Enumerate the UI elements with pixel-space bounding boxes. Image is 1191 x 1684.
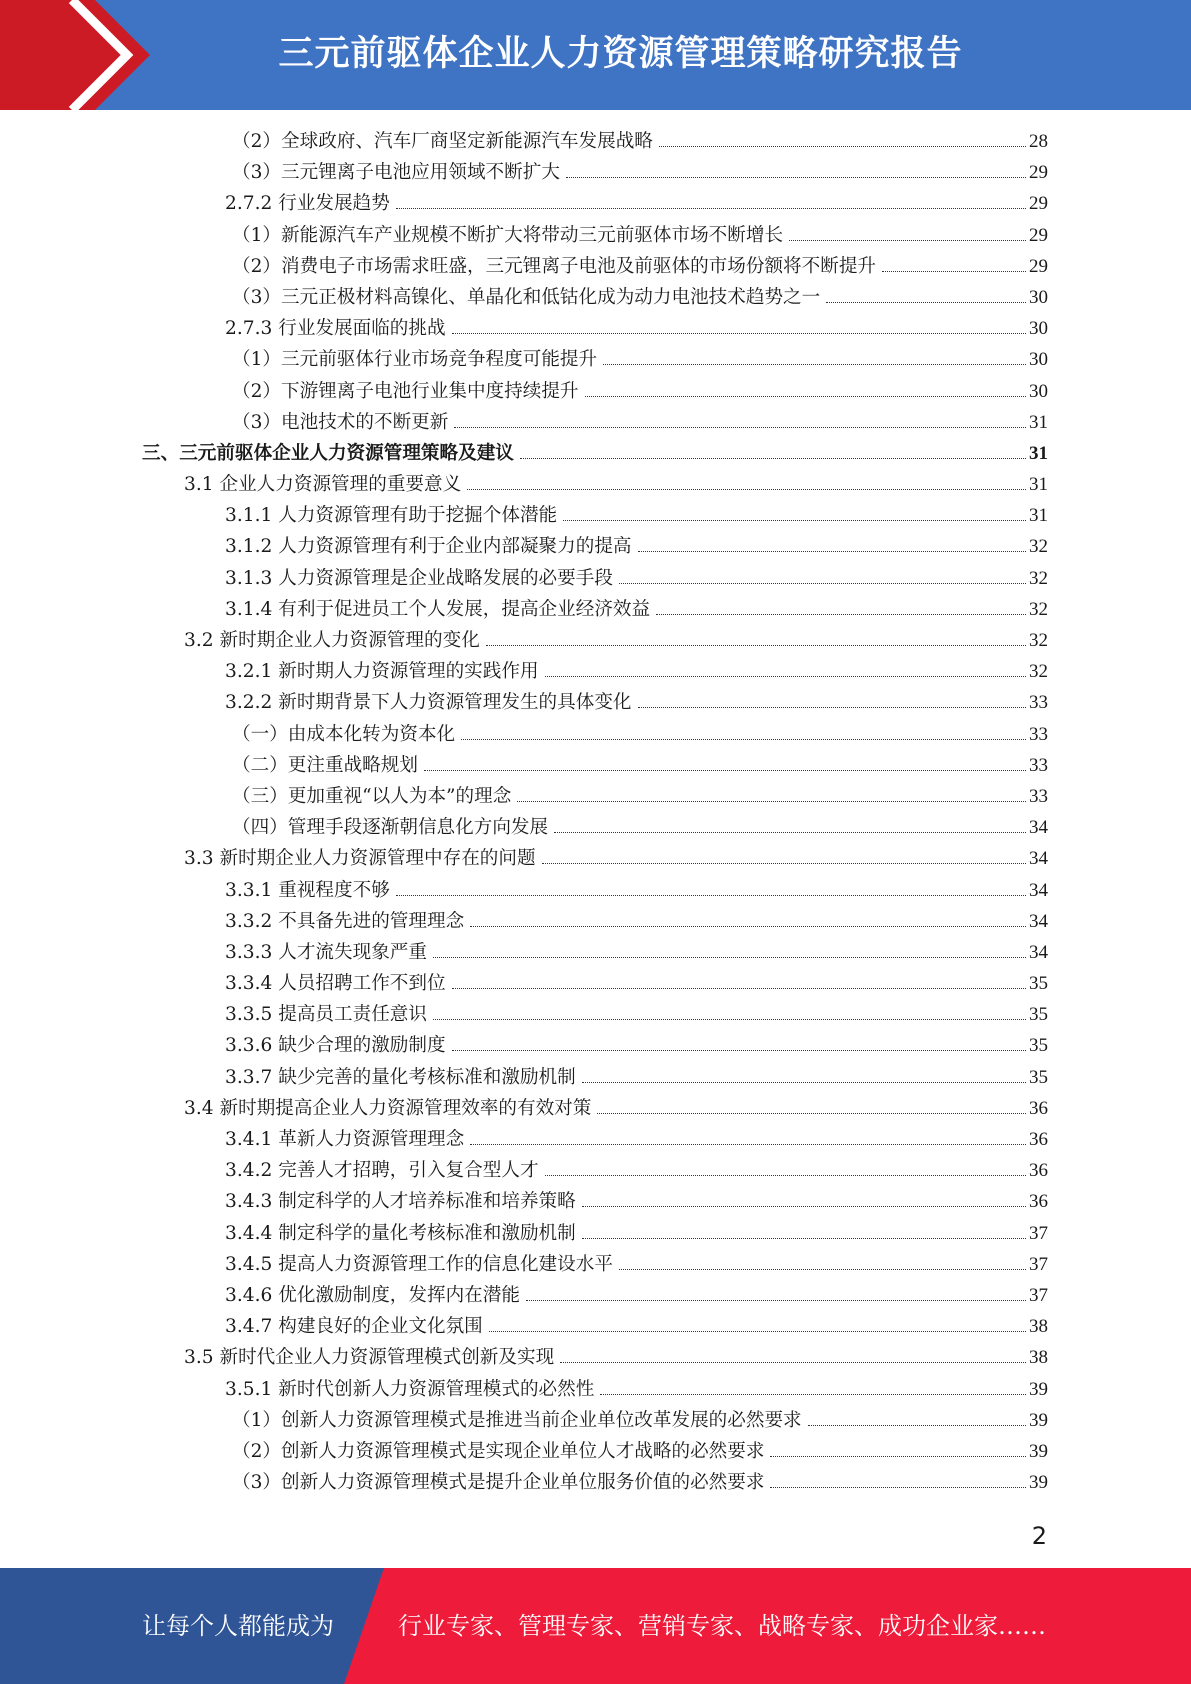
toc-entry-page: 31 (1029, 474, 1048, 496)
toc-dot-leader (470, 1144, 1026, 1145)
toc-entry-title: 3.4.3 制定科学的人才培养标准和培养策略 (225, 1191, 576, 1213)
toc-dot-leader (770, 1487, 1026, 1488)
toc-entry-title: （2）下游锂离子电池行业集中度持续提升 (232, 380, 579, 402)
toc-entry-page: 36 (1029, 1160, 1048, 1182)
toc-entry-title: 3.3.4 人员招聘工作不到位 (225, 973, 446, 995)
toc-dot-leader (619, 1269, 1026, 1270)
toc-entry[interactable] (142, 626, 1048, 657)
toc-entry-title: 3.2.1 新时期人力资源管理的实践作用 (225, 661, 539, 683)
toc-entry[interactable] (142, 1125, 1048, 1156)
toc-dot-leader (619, 583, 1026, 584)
toc-dot-leader (470, 926, 1026, 927)
toc-entry-title: 3.5.1 新时代创新人力资源管理模式的必然性 (225, 1378, 595, 1400)
toc-entry-page: 30 (1029, 349, 1048, 371)
toc-entry-title: 3.5 新时代企业人力资源管理模式创新及实现 (184, 1347, 555, 1369)
toc-entry-title: （一）由成本化转为资本化 (232, 723, 456, 745)
toc-dot-leader (582, 1206, 1026, 1207)
toc-dot-leader (545, 1175, 1026, 1176)
toc-entry-page: 30 (1029, 318, 1048, 340)
toc-dot-leader (582, 1238, 1026, 1239)
toc-dot-leader (789, 240, 1026, 241)
toc-entry-page: 29 (1029, 162, 1048, 184)
toc-entry[interactable] (142, 813, 1048, 844)
toc-entry[interactable] (142, 189, 1048, 220)
toc-dot-leader (452, 333, 1026, 334)
toc-entry[interactable] (142, 564, 1048, 595)
toc-dot-leader (467, 489, 1026, 490)
toc-dot-leader (396, 208, 1026, 209)
toc-entry[interactable] (142, 1156, 1048, 1187)
toc-entry-title: 3.3 新时期企业人力资源管理中存在的问题 (184, 848, 536, 870)
toc-entry[interactable] (142, 1063, 1048, 1094)
toc-entry[interactable] (142, 1343, 1048, 1374)
toc-entry[interactable] (142, 1219, 1048, 1250)
toc-dot-leader (882, 271, 1026, 272)
toc-entry[interactable] (142, 657, 1048, 688)
toc-entry-title: 3.3.6 缺少合理的激励制度 (225, 1035, 446, 1057)
toc-dot-leader (566, 177, 1026, 178)
toc-entry[interactable] (142, 1281, 1048, 1312)
toc-dot-leader (554, 832, 1026, 833)
toc-dot-leader (603, 364, 1026, 365)
toc-entry-page: 30 (1029, 286, 1048, 308)
toc-dot-leader (560, 1362, 1026, 1363)
toc-entry[interactable] (142, 1312, 1048, 1343)
toc-entry-page: 29 (1029, 224, 1048, 246)
toc-dot-leader (520, 458, 1026, 459)
report-title: 三元前驱体企业人力资源管理策略研究报告 (278, 34, 963, 74)
toc-entry-title: 2.7.3 行业发展面临的挑战 (225, 318, 446, 340)
toc-entry-page: 35 (1029, 973, 1048, 995)
toc-entry-title: 3.3.3 人才流失现象严重 (225, 941, 427, 963)
toc-entry-title: （2）全球政府、汽车厂商坚定新能源汽车发展战略 (232, 131, 653, 152)
toc-entry-title: 3.4.4 制定科学的量化考核标准和激励机制 (225, 1222, 576, 1244)
toc-entry-page: 38 (1029, 1347, 1048, 1369)
toc-dot-leader (526, 1300, 1026, 1301)
toc-dot-leader (808, 1425, 1026, 1426)
toc-entry-page: 37 (1029, 1253, 1048, 1275)
toc-entry-page: 28 (1029, 131, 1048, 152)
toc-entry[interactable] (142, 1250, 1048, 1281)
toc-entry[interactable] (142, 1094, 1048, 1125)
toc-entry[interactable] (142, 439, 1048, 470)
toc-entry-title: 3.4.6 优化激励制度，发挥内在潜能 (225, 1284, 520, 1306)
toc-dot-leader (656, 614, 1026, 615)
toc-entry[interactable] (142, 1406, 1048, 1437)
toc-entry-title: 三、三元前驱体企业人力资源管理策略及建议 (142, 442, 514, 464)
toc-entry-page: 30 (1029, 380, 1048, 402)
toc-entry-title: （3）三元正极材料高镍化、单晶化和低钴化成为动力电池技术趋势之一 (232, 286, 821, 308)
footer-slogan-roles: 行业专家、管理专家、营销专家、战略专家、成功企业家…… (398, 1612, 1046, 1640)
toc-entry-page: 33 (1029, 723, 1048, 745)
toc-dot-leader (638, 551, 1026, 552)
toc-entry[interactable] (142, 252, 1048, 283)
toc-entry[interactable] (142, 595, 1048, 626)
toc-entry-page: 39 (1029, 1472, 1048, 1494)
toc-entry-page: 34 (1029, 817, 1048, 839)
toc-dot-leader (454, 427, 1026, 428)
toc-dot-leader (638, 707, 1026, 708)
toc-entry-title: （二）更注重战略规划 (232, 754, 418, 776)
toc-dot-leader (452, 1050, 1026, 1051)
toc-entry-title: （1）创新人力资源管理模式是推进当前企业单位改革发展的必然要求 (232, 1409, 802, 1431)
toc-dot-leader (826, 302, 1026, 303)
toc-entry-title: 3.1 企业人力资源管理的重要意义 (184, 474, 462, 496)
toc-entry[interactable] (142, 1437, 1048, 1468)
toc-entry-title: 3.1.2 人力资源管理有利于企业内部凝聚力的提高 (225, 536, 632, 558)
toc-entry[interactable] (142, 408, 1048, 439)
page-footer (0, 1568, 1191, 1684)
toc-entry[interactable] (142, 938, 1048, 969)
toc-entry-page: 32 (1029, 598, 1048, 620)
toc-dot-leader (770, 1456, 1026, 1457)
toc-dot-leader (659, 146, 1026, 147)
toc-entry-title: 3.4.5 提高人力资源管理工作的信息化建设水平 (225, 1253, 613, 1275)
toc-entry-page: 31 (1029, 505, 1048, 527)
toc-entry[interactable] (142, 907, 1048, 938)
toc-entry-page: 36 (1029, 1097, 1048, 1119)
toc-entry[interactable] (142, 844, 1048, 875)
toc-entry-title: 3.3.5 提高员工责任意识 (225, 1004, 427, 1026)
toc-entry-title: 3.3.7 缺少完善的量化考核标准和激励机制 (225, 1066, 576, 1088)
toc-entry-page: 29 (1029, 193, 1048, 215)
toc-entry-title: （3）三元锂离子电池应用领域不断扩大 (232, 162, 560, 184)
toc-dot-leader (563, 520, 1026, 521)
toc-dot-leader (433, 1019, 1026, 1020)
toc-dot-leader (452, 988, 1026, 989)
toc-entry-page: 31 (1029, 442, 1048, 464)
toc-entry[interactable] (142, 314, 1048, 345)
toc-dot-leader (585, 396, 1026, 397)
toc-entry-page: 32 (1029, 567, 1048, 589)
toc-dot-leader (396, 895, 1026, 896)
toc-entry-title: 3.2 新时期企业人力资源管理的变化 (184, 630, 480, 651)
toc-entry[interactable] (142, 158, 1048, 189)
toc-entry[interactable] (142, 1031, 1048, 1062)
toc-entry-title: （1）三元前驱体行业市场竞争程度可能提升 (232, 349, 598, 371)
toc-entry-page: 35 (1029, 1004, 1048, 1026)
toc-entry-page: 34 (1029, 879, 1048, 901)
toc-dot-leader (433, 957, 1026, 958)
toc-entry-title: （1）新能源汽车产业规模不断扩大将带动三元前驱体市场不断增长 (232, 224, 784, 246)
toc-entry-title: 3.1.4 有利于促进员工个人发展，提高企业经济效益 (225, 598, 651, 620)
toc-entry-page: 35 (1029, 1035, 1048, 1057)
toc-entry-title: （3）创新人力资源管理模式是提升企业单位服务价值的必然要求 (232, 1472, 765, 1494)
toc-entry-title: 3.2.2 新时期背景下人力资源管理发生的具体变化 (225, 692, 632, 714)
toc-entry-page: 34 (1029, 848, 1048, 870)
toc-entry-page: 31 (1029, 411, 1048, 433)
toc-entry[interactable] (142, 1000, 1048, 1031)
toc-dot-leader (542, 863, 1026, 864)
toc-entry[interactable] (142, 501, 1048, 532)
toc-entry[interactable] (142, 782, 1048, 813)
toc-entry-page: 33 (1029, 785, 1048, 807)
toc-entry-page: 32 (1029, 661, 1048, 683)
toc-dot-leader (597, 1113, 1026, 1114)
toc-entry-title: （四）管理手段逐渐朝信息化方向发展 (232, 817, 549, 839)
toc-entry-title: （2）消费电子市场需求旺盛，三元锂离子电池及前驱体的市场份额将不断提升 (232, 255, 877, 277)
toc-entry[interactable] (142, 969, 1048, 1000)
page-number: 2 (1031, 1522, 1047, 1550)
toc-entry-page: 33 (1029, 754, 1048, 776)
toc-dot-leader (424, 770, 1026, 771)
toc-entry-page: 36 (1029, 1129, 1048, 1150)
toc-dot-leader (600, 1394, 1026, 1395)
toc-entry-title: 3.4.2 完善人才招聘，引入复合型人才 (225, 1160, 539, 1182)
toc-entry[interactable] (142, 876, 1048, 907)
toc-entry-title: （3）电池技术的不断更新 (232, 411, 449, 433)
toc-dot-leader (486, 645, 1026, 646)
toc-entry-title: 3.1.1 人力资源管理有助于挖掘个体潜能 (225, 505, 558, 527)
toc-entry-page: 37 (1029, 1222, 1048, 1244)
toc-entry-title: 2.7.2 行业发展趋势 (225, 193, 390, 215)
toc-entry-page: 39 (1029, 1378, 1048, 1400)
toc-dot-leader (582, 1082, 1026, 1083)
toc-entry-title: （2）创新人力资源管理模式是实现企业单位人才战略的必然要求 (232, 1440, 765, 1462)
toc-entry-page: 33 (1029, 692, 1048, 714)
toc-entry-page: 29 (1029, 255, 1048, 277)
toc-entry-page: 35 (1029, 1066, 1048, 1088)
toc-entry-page: 32 (1029, 536, 1048, 558)
toc-entry[interactable] (142, 532, 1048, 563)
table-of-contents (142, 127, 1048, 1499)
toc-dot-leader (461, 739, 1026, 740)
toc-entry-title: 3.3.1 重视程度不够 (225, 879, 390, 901)
header-chevron-logo (0, 0, 200, 110)
toc-entry[interactable] (142, 127, 1048, 158)
toc-entry-title: 3.3.2 不具备先进的管理理念 (225, 910, 465, 932)
toc-entry[interactable] (142, 720, 1048, 751)
toc-dot-leader (545, 676, 1026, 677)
footer-slogan-prefix: 让每个人都能成为 (142, 1612, 334, 1640)
toc-entry-title: 3.1.3 人力资源管理是企业战略发展的必要手段 (225, 567, 613, 589)
toc-entry-title: （三）更加重视“以人为本”的理念 (232, 785, 512, 807)
toc-entry-page: 32 (1029, 630, 1048, 651)
toc-entry[interactable] (142, 283, 1048, 314)
toc-entry[interactable] (142, 1375, 1048, 1406)
toc-entry-page: 39 (1029, 1440, 1048, 1462)
toc-dot-leader (517, 801, 1026, 802)
toc-entry-page: 34 (1029, 941, 1048, 963)
toc-entry[interactable] (142, 751, 1048, 782)
toc-entry[interactable] (142, 221, 1048, 252)
toc-entry[interactable] (142, 345, 1048, 376)
toc-entry[interactable] (142, 470, 1048, 501)
toc-entry-page: 39 (1029, 1409, 1048, 1431)
toc-entry-title: 3.4.7 构建良好的企业文化氛围 (225, 1316, 483, 1338)
toc-entry-page: 37 (1029, 1284, 1048, 1306)
toc-entry-page: 34 (1029, 910, 1048, 932)
toc-entry-title: 3.4.1 革新人力资源管理理念 (225, 1129, 465, 1150)
toc-entry-page: 36 (1029, 1191, 1048, 1213)
toc-entry-page: 38 (1029, 1316, 1048, 1338)
toc-entry[interactable] (142, 688, 1048, 719)
toc-entry-title: 3.4 新时期提高企业人力资源管理效率的有效对策 (184, 1097, 592, 1119)
toc-dot-leader (489, 1331, 1026, 1332)
toc-entry[interactable] (142, 1187, 1048, 1218)
toc-entry[interactable] (142, 377, 1048, 408)
page-header (0, 0, 1191, 110)
toc-entry[interactable] (142, 1468, 1048, 1499)
